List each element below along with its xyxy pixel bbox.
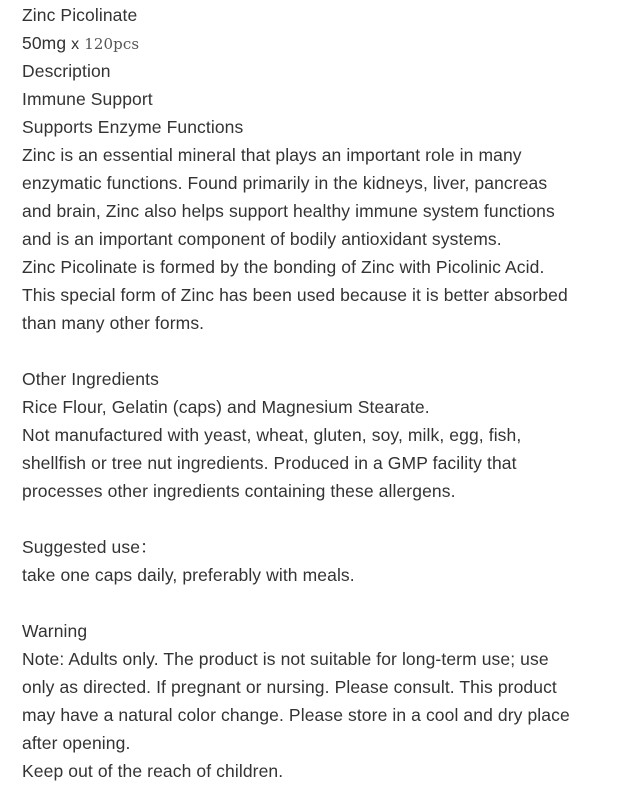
suggested-use-text: take one caps daily, preferably with meals.	[22, 565, 355, 585]
warning-text-line: only as directed. If pregnant or nursing. Please consult. This product	[22, 677, 557, 697]
other-ingredients-heading: Other Ingredients	[22, 369, 159, 389]
warning-heading: Warning	[22, 621, 88, 641]
suggested-use-heading: Suggested use：	[22, 537, 158, 557]
product-dose: 50mg	[22, 33, 67, 53]
warning-text-line: Note: Adults only. The product is not suitable for long-term use; use	[22, 649, 549, 669]
product-description	[22, 0, 622, 785]
warning-text-line: Keep out of the reach of children.	[22, 761, 284, 781]
spacer	[22, 589, 622, 617]
benefit-item: Supports Enzyme Functions	[22, 117, 244, 137]
description-text-line: than many other forms.	[22, 313, 205, 333]
description-text-line: This special form of Zinc has been used because it is better absorbed	[22, 285, 568, 305]
quantity-count: 120pcs	[84, 35, 140, 53]
quantity-separator: x	[71, 36, 80, 53]
ingredients-text-line: processes other ingredients containing these allergens.	[22, 481, 456, 501]
description-text-line: Zinc Picolinate is formed by the bonding of Zinc with Picolinic Acid.	[22, 257, 545, 277]
description-text-line: enzymatic functions. Found primarily in the kidneys, liver, pancreas	[22, 173, 548, 193]
ingredients-text-line: shellfish or tree nut ingredients. Produced in a GMP facility that	[22, 453, 517, 473]
description-text-line: and brain, Zinc also helps support healthy immune system functions	[22, 201, 555, 221]
ingredients-text-line: Rice Flour, Gelatin (caps) and Magnesium Stearate.	[22, 397, 430, 417]
warning-text-line: may have a natural color change. Please store in a cool and dry place	[22, 705, 570, 725]
product-name: Zinc Picolinate	[22, 5, 138, 25]
spacer	[22, 505, 622, 533]
warning-text-line: after opening.	[22, 733, 131, 753]
spacer	[22, 337, 622, 365]
description-text-line: Zinc is an essential mineral that plays an important role in many	[22, 145, 522, 165]
description-text-line: and is an important component of bodily antioxidant systems.	[22, 229, 502, 249]
benefit-item: Immune Support	[22, 89, 153, 109]
ingredients-text-line: Not manufactured with yeast, wheat, gluten, soy, milk, egg, fish,	[22, 425, 522, 445]
description-heading: Description	[22, 61, 111, 81]
product-quantity	[22, 29, 622, 57]
